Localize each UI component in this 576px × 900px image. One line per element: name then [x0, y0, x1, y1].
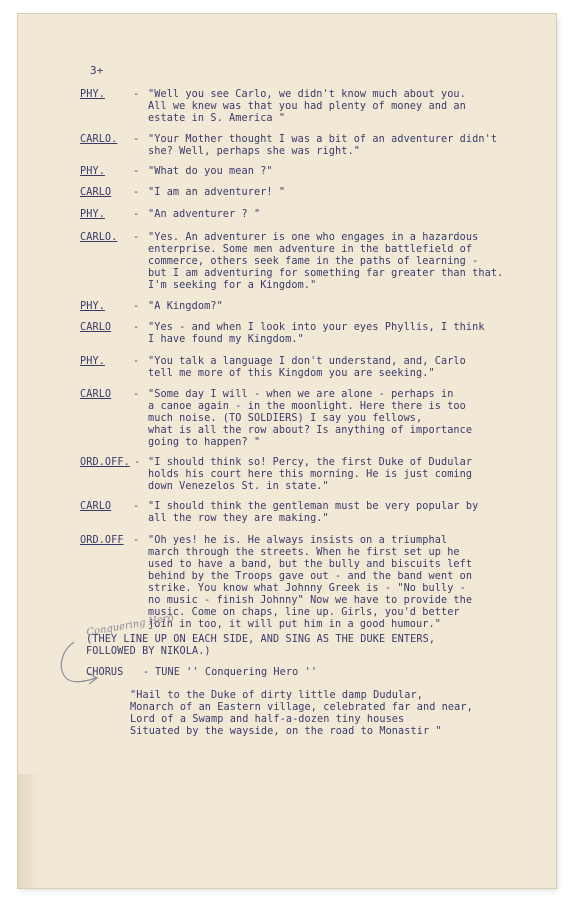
speaker-label: CARLO	[80, 501, 112, 512]
speaker-label: ORD.OFF.	[80, 457, 130, 468]
dialogue-line: "I should think the gentleman must be very popular by	[148, 501, 479, 512]
speaker-label: ORD.OFF	[80, 535, 124, 546]
dialogue-line: all the row they are making."	[148, 513, 329, 524]
dialogue-line: "What do you mean ?"	[148, 166, 273, 177]
dialogue-line: "An adventurer ? "	[148, 209, 261, 220]
speaker-label: PHY.	[80, 356, 105, 367]
stage-direction-line: FOLLOWED BY NIKOLA.)	[86, 646, 211, 657]
dialogue-line: much noise. (TO SOLDIERS) I say you fellows,	[148, 413, 423, 424]
dialogue-line: enterprise. Some men adventure in the battlefield of	[148, 244, 473, 255]
dash: -	[133, 301, 140, 312]
speaker-label: CARLO.	[80, 232, 118, 243]
dialogue-line: All we knew was that you had plenty of money and an	[148, 101, 466, 112]
dialogue-line: she? Well, perhaps she was right."	[148, 146, 360, 157]
handwritten-annotation: Conquering Hero	[85, 612, 175, 639]
song-line: Lord of a Swamp and half-a-dozen tiny houses	[130, 714, 405, 725]
dialogue-line: strike. You know what Johnny Greek is - "No bully -	[148, 583, 466, 594]
dash: -	[133, 322, 140, 333]
dialogue-line: holds his court here this morning. He is just coming	[148, 469, 473, 480]
dialogue-line: "Your Mother thought I was a bit of an adventurer didn't	[148, 134, 498, 145]
dialogue-line: but I am adventuring for something far greater than that.	[148, 268, 504, 279]
dialogue-line: commerce, others seek fame in the paths of learning -	[148, 256, 479, 267]
dash: -	[133, 166, 140, 177]
dialogue-line: used to have a band, but the bully and biscuits left	[148, 559, 473, 570]
speaker-label: CARLO	[80, 389, 112, 400]
dash: -	[133, 535, 140, 546]
chorus-label: CHORUS	[86, 667, 124, 678]
dash: -	[133, 501, 140, 512]
speaker-label: CARLO	[80, 187, 112, 198]
speaker-label: PHY.	[80, 166, 105, 177]
dash: -	[133, 356, 140, 367]
dash: -	[133, 134, 140, 145]
dash: -	[143, 667, 150, 678]
dialogue-line: "You talk a language I don't understand, and, Carlo	[148, 356, 466, 367]
dash: -	[133, 187, 140, 198]
dialogue-line: join in too, it will put him in a good humour."	[148, 619, 441, 630]
chorus-tune: TUNE '' Conquering Hero ''	[155, 667, 318, 678]
dash: -	[133, 232, 140, 243]
speaker-label: PHY.	[80, 301, 105, 312]
dialogue-line: down Venezelos St. in state."	[148, 481, 329, 492]
dialogue-line: going to happen? "	[148, 437, 261, 448]
dialogue-line: no music - finish Johnny" Now we have to provide the	[148, 595, 473, 606]
dash: -	[134, 457, 141, 468]
dialogue-line: tell me more of this Kingdom you are seeking."	[148, 368, 435, 379]
song-line: "Hail to the Duke of dirty little damp Dudular,	[130, 690, 423, 701]
dialogue-line: "Some day I will - when we are alone - perhaps in	[148, 389, 454, 400]
speaker-label: PHY.	[80, 209, 105, 220]
dialogue-line: "Yes. An adventurer is one who engages in a hazardous	[148, 232, 479, 243]
dialogue-line: "Well you see Carlo, we didn't know much about you.	[148, 89, 466, 100]
dialogue-line: "I am an adventurer! "	[148, 187, 286, 198]
stage-direction-line: (THEY LINE UP ON EACH SIDE, AND SING AS THE DUKE ENTERS,	[86, 634, 436, 645]
dialogue-line: "Yes - and when I look into your eyes Phyllis, I think	[148, 322, 485, 333]
speaker-label: CARLO.	[80, 134, 118, 145]
handwritten-arrow-icon	[52, 638, 102, 688]
dash: -	[133, 89, 140, 100]
dialogue-line: "I should think so! Percy, the first Duke of Dudular	[148, 457, 473, 468]
dialogue-line: I'm seeking for a Kingdom."	[148, 280, 317, 291]
dash: -	[133, 389, 140, 400]
dialogue-line: march through the streets. When he first set up he	[148, 547, 460, 558]
dialogue-line: estate in S. America "	[148, 113, 286, 124]
dialogue-line: I have found my Kingdom."	[148, 334, 304, 345]
dash: -	[133, 209, 140, 220]
dialogue-line: a canoe again - in the moonlight. Here there is too	[148, 401, 466, 412]
song-line: Situated by the wayside, on the road to Monastir "	[130, 726, 442, 737]
speaker-label: CARLO	[80, 322, 112, 333]
dialogue-line: "Oh yes! he is. He always insists on a triumphal	[148, 535, 448, 546]
dialogue-line: music. Come on chaps, line up. Girls, you'd better	[148, 607, 460, 618]
dialogue-line: what is all the row about? Is anything of importance	[148, 425, 473, 436]
speaker-label: PHY.	[80, 89, 105, 100]
dialogue-line: behind by the Troops gave out - and the band went on	[148, 571, 473, 582]
page-number: 3+	[90, 64, 104, 77]
song-line: Monarch of an Eastern village, celebrated far and near,	[130, 702, 473, 713]
dialogue-line: "A Kingdom?"	[148, 301, 223, 312]
